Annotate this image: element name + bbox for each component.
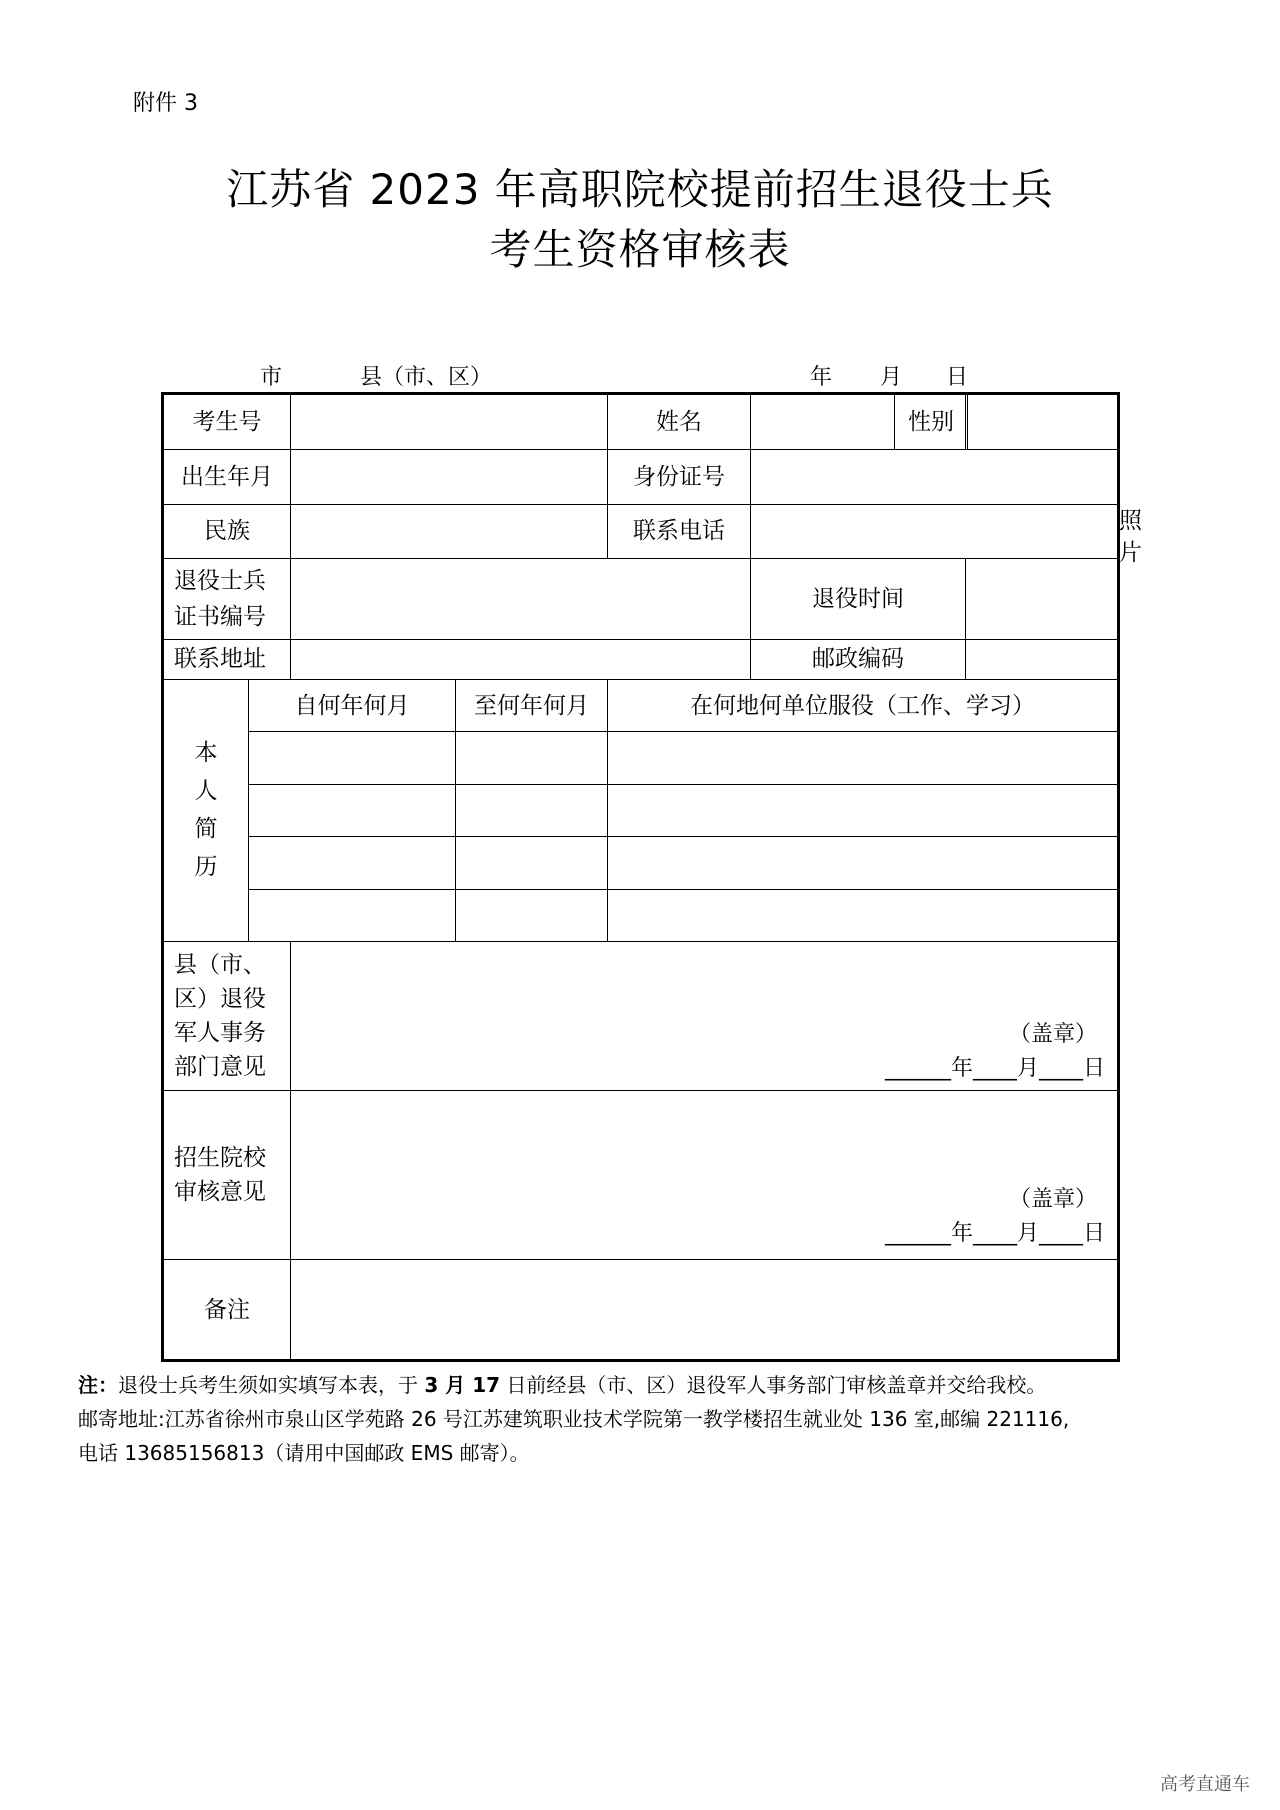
resume-to-cell[interactable] (456, 837, 608, 889)
birth-label: 出生年月 (163, 450, 291, 504)
resume-from-cell[interactable] (249, 784, 456, 836)
watermark: 高考直通车 (1160, 1774, 1250, 1795)
remarks-field[interactable] (291, 1260, 1119, 1361)
exam-no-field[interactable] (291, 394, 608, 450)
postcode-field[interactable] (966, 639, 1119, 679)
remarks-label: 备注 (163, 1260, 291, 1361)
title-line-2: 考生资格审核表 (489, 225, 791, 274)
resume-where-cell[interactable] (608, 784, 1119, 836)
resume-from-cell[interactable] (249, 732, 456, 784)
resume-from-cell[interactable] (249, 837, 456, 889)
resume-to-cell[interactable] (456, 732, 608, 784)
attachment-label: 附件 3 (133, 91, 198, 116)
document-title (0, 160, 1280, 280)
ethnicity-label: 民族 (163, 504, 291, 558)
notes-line-2: 邮寄地址:江苏省徐州市泉山区学苑路 26 号江苏建筑职业技术学院第一教学楼招生就业处 136 室,邮编 221116, (78, 1407, 1070, 1431)
resume-label: 本 人 简 历 (163, 680, 249, 942)
resume-from-header: 自何年何月 (249, 680, 456, 732)
notes-line-3: 电话 13685156813（请用中国邮政 EMS 邮寄）。 (78, 1441, 530, 1465)
resume-to-cell[interactable] (456, 889, 608, 941)
resume-where-cell[interactable] (608, 732, 1119, 784)
id-no-field[interactable] (751, 450, 1119, 504)
resume-where-header: 在何地何单位服役（工作、学习） (608, 680, 1119, 732)
phone-field[interactable] (751, 504, 1119, 558)
cert-no-label: 退役士兵 证书编号 (163, 559, 291, 640)
address-label: 联系地址 (163, 639, 291, 679)
name-gender-group (751, 394, 966, 450)
gender-field[interactable] (966, 394, 1119, 450)
notes-text-b: 日前经县（市、区）退役军人事务部门审核盖章并交给我校。 (506, 1373, 1047, 1397)
cert-no-field[interactable] (291, 559, 751, 640)
school-opinion-label: 招生院校 审核意见 (163, 1091, 291, 1260)
discharge-time-field[interactable] (966, 559, 1119, 640)
header-month: 月 (880, 365, 903, 390)
discharge-time-label: 退役时间 (751, 559, 966, 640)
county-opinion-label: 县（市、 区）退役 军人事务 部门意见 (163, 941, 291, 1090)
resume-from-cell[interactable] (249, 889, 456, 941)
id-no-label: 身份证号 (608, 450, 751, 504)
header-county: 县（市、区） (360, 365, 493, 390)
qualification-form: 考生号 姓名 性别 照片 出生年月 身份证号 民族 联系电话 退役士兵 证书编号 退役时间 联系地址 邮政编码 本 人 简 历 自何年何月 至何年何月 在何地何单位服役（工作、学习） 县（市、 区）退役 军人事务 部门意见 （盖章） ______年____月____日 招生院校 审核意见 （盖章） ______年____月____日 备注 (161, 392, 1120, 1362)
resume-where-cell[interactable] (608, 889, 1119, 941)
birth-field[interactable] (291, 450, 608, 504)
county-opinion-field[interactable] (291, 941, 1119, 1090)
name-field-cell[interactable] (751, 395, 895, 449)
postcode-label: 邮政编码 (751, 639, 966, 679)
resume-where-cell[interactable] (608, 837, 1119, 889)
resume-to-cell[interactable] (456, 784, 608, 836)
school-date-line: ______年____月____日 (884, 1221, 1105, 1246)
notes-deadline: 3 月 17 (424, 1373, 501, 1397)
form-header-row (160, 360, 1120, 390)
header-city: 市 (260, 365, 283, 390)
resume-to-header: 至何年何月 (456, 680, 608, 732)
name-label: 姓名 (608, 394, 751, 450)
gender-label: 性别 (895, 395, 968, 449)
ethnicity-field[interactable] (291, 504, 608, 558)
header-year: 年 (810, 365, 833, 390)
notes-line-1 (78, 1368, 1218, 1402)
address-field[interactable] (291, 639, 751, 679)
county-date-line: ______年____月____日 (884, 1055, 1105, 1081)
notes-prefix: 注： (78, 1373, 118, 1397)
exam-no-label: 考生号 (163, 394, 291, 450)
notes-block (78, 1368, 1218, 1470)
school-opinion-field[interactable] (291, 1091, 1119, 1260)
notes-text-a: 退役士兵考生须如实填写本表，于 (118, 1373, 418, 1397)
county-seal-text: （盖章） (1008, 1021, 1097, 1047)
phone-label: 联系电话 (608, 504, 751, 558)
title-line-1: 江苏省 2023 年高职院校提前招生退役士兵 (226, 165, 1054, 214)
school-seal-text: （盖章） (1008, 1187, 1097, 1212)
header-day: 日 (946, 365, 969, 390)
